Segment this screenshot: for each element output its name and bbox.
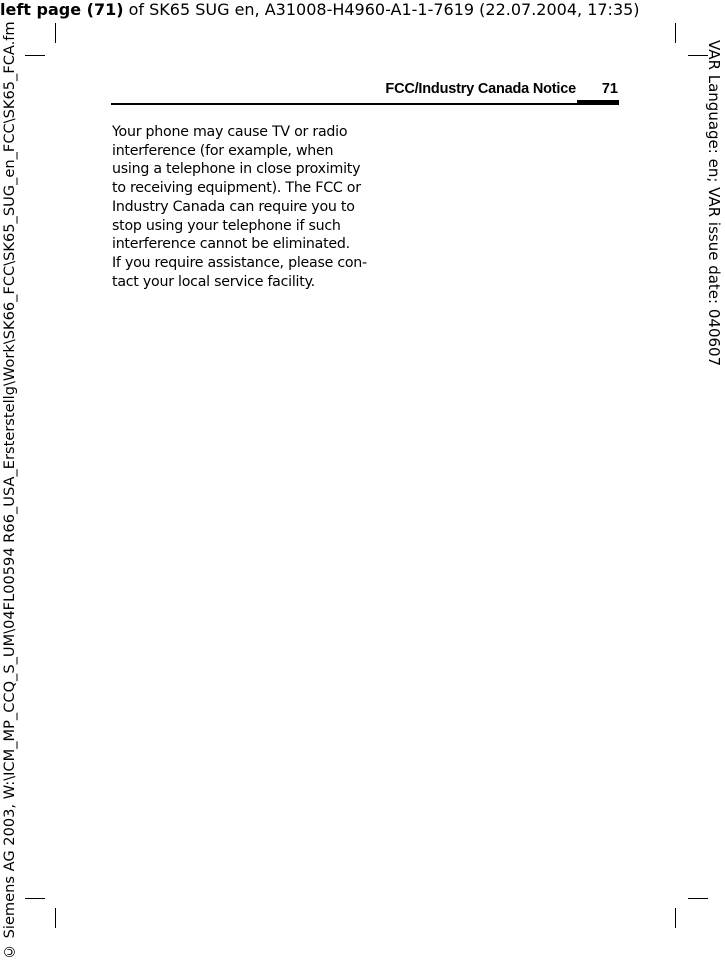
left-page-label: left page (71) bbox=[0, 0, 124, 19]
crop-mark bbox=[25, 55, 45, 56]
crop-mark bbox=[25, 898, 45, 899]
body-line: interference cannot be eliminated. bbox=[112, 236, 350, 253]
body-line: If you require assistance, please con- bbox=[112, 254, 367, 271]
crop-mark bbox=[675, 908, 676, 928]
side-metadata-right: VAR Language: en; VAR issue date: 040607 bbox=[705, 40, 723, 367]
document-info-line bbox=[0, 0, 725, 22]
body-line: to receiving equipment). The FCC or bbox=[112, 180, 361, 197]
page-number: 71 bbox=[601, 81, 618, 97]
body-line: Industry Canada can require you to bbox=[112, 198, 355, 215]
crop-mark bbox=[675, 23, 676, 43]
body-line: stop using your telephone if such bbox=[112, 217, 341, 234]
body-line: interference (for example, when bbox=[112, 142, 334, 159]
body-line: using a telephone in close proximity bbox=[112, 161, 361, 178]
document-info-text: of SK65 SUG en, A31008-H4960-A1-1-7619 (22.07.2004, 17:35) bbox=[123, 0, 640, 19]
body-line: tact your local service facility. bbox=[112, 273, 315, 290]
page-title: FCC/Industry Canada Notice bbox=[385, 81, 576, 97]
body-line: Your phone may cause TV or radio bbox=[112, 124, 348, 140]
crop-mark bbox=[688, 898, 708, 899]
header-tab-rule bbox=[577, 100, 619, 105]
header-rule bbox=[111, 103, 619, 105]
crop-mark bbox=[55, 23, 56, 43]
side-metadata-left: © Siemens AG 2003, W:\ICM_MP_CCQ_S_UM\04FL00594 R66_USA_Ersterstellg\Work\SK66_FCC\SK65_SUG_en_FCC\SK65_FCA.fm bbox=[1, 21, 18, 960]
body-paragraph bbox=[112, 123, 368, 291]
crop-mark bbox=[55, 908, 56, 928]
